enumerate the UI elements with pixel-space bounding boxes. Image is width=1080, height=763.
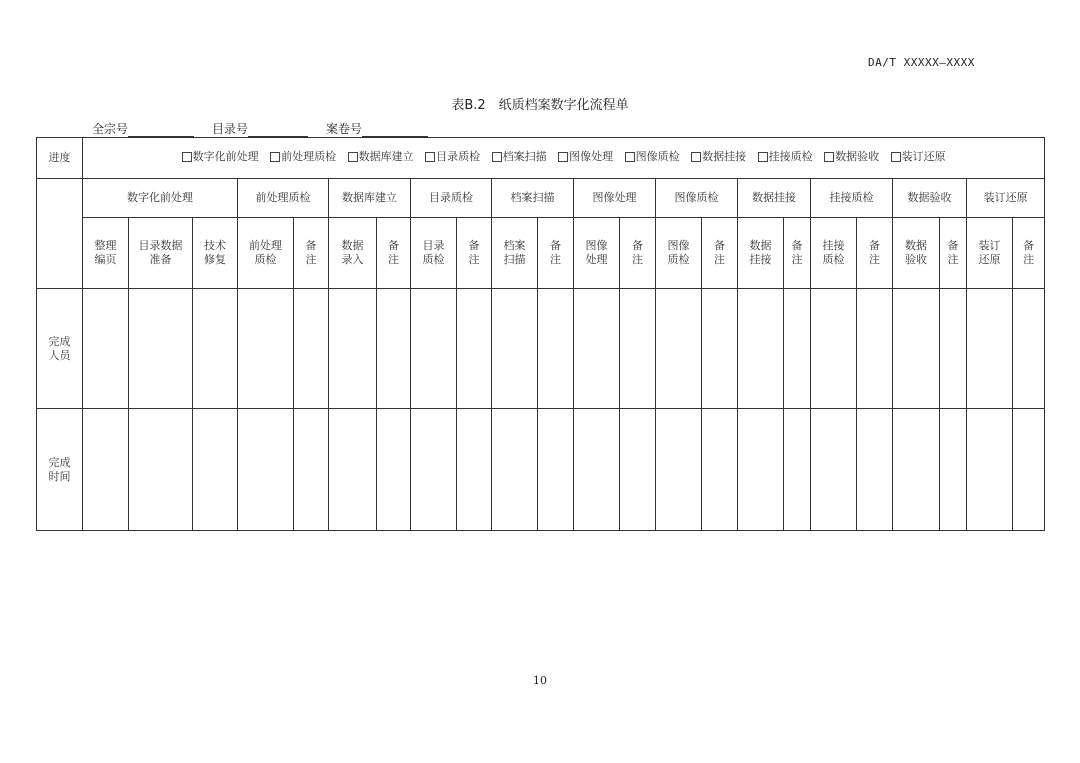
entry-cell[interactable] <box>83 289 129 409</box>
sub-column-header: 图像质检 <box>656 218 702 289</box>
sub-column-header: 图像处理 <box>574 218 620 289</box>
sub-column-header: 备注 <box>294 218 329 289</box>
entry-cell[interactable] <box>857 409 893 531</box>
progress-option[interactable]: 前处理质检 <box>270 150 336 164</box>
entry-cell[interactable] <box>329 289 377 409</box>
sub-column-header: 备注 <box>457 218 492 289</box>
stage-header: 数字化前处理 <box>83 179 238 218</box>
sub-column-header: 数据挂接 <box>738 218 784 289</box>
entry-cell[interactable] <box>893 289 940 409</box>
table-row <box>37 409 1045 531</box>
entry-cell[interactable] <box>967 289 1013 409</box>
entry-cell[interactable] <box>294 289 329 409</box>
entry-cell[interactable] <box>738 409 784 531</box>
sub-column-row <box>37 218 1045 289</box>
fonds-number-field <box>92 120 194 137</box>
entry-cell[interactable] <box>656 409 702 531</box>
catalog-number-blank <box>248 124 308 137</box>
stage-header: 图像处理 <box>574 179 656 218</box>
stage-header: 前处理质检 <box>238 179 329 218</box>
progress-options <box>83 138 1045 179</box>
entry-cell[interactable] <box>129 289 193 409</box>
entry-cell[interactable] <box>457 409 492 531</box>
entry-cell[interactable] <box>538 289 574 409</box>
entry-cell[interactable] <box>811 289 857 409</box>
stage-header: 图像质检 <box>656 179 738 218</box>
entry-cell[interactable] <box>620 289 656 409</box>
entry-cell[interactable] <box>893 409 940 531</box>
entry-cell[interactable] <box>1013 409 1045 531</box>
entry-cell[interactable] <box>492 289 538 409</box>
stage-header: 装订还原 <box>967 179 1045 218</box>
sub-column-header: 整理编页 <box>83 218 129 289</box>
sub-column-header: 装订还原 <box>967 218 1013 289</box>
entry-cell[interactable] <box>940 289 967 409</box>
progress-option[interactable]: 图像处理 <box>558 150 613 164</box>
checkbox-icon <box>558 152 568 162</box>
entry-cell[interactable] <box>811 409 857 531</box>
entry-cell[interactable] <box>574 289 620 409</box>
entry-cell[interactable] <box>294 409 329 531</box>
sub-column-header: 数据验收 <box>893 218 940 289</box>
sub-column-header: 数据录入 <box>329 218 377 289</box>
stage-header: 档案扫描 <box>492 179 574 218</box>
entry-cell[interactable] <box>238 409 294 531</box>
entry-cell[interactable] <box>940 409 967 531</box>
entry-cell[interactable] <box>1013 289 1045 409</box>
progress-option[interactable]: 数据挂接 <box>691 150 746 164</box>
stage-header: 挂接质检 <box>811 179 893 218</box>
checkbox-icon <box>891 152 901 162</box>
stage-header: 目录质检 <box>411 179 492 218</box>
checkbox-icon <box>691 152 701 162</box>
checkbox-icon <box>758 152 768 162</box>
sub-column-header: 备注 <box>702 218 738 289</box>
entry-cell[interactable] <box>656 289 702 409</box>
entry-cell[interactable] <box>538 409 574 531</box>
checkbox-icon <box>625 152 635 162</box>
sub-column-header: 备注 <box>857 218 893 289</box>
blank-corner-cell <box>37 179 83 289</box>
entry-cell[interactable] <box>857 289 893 409</box>
checkbox-icon <box>348 152 358 162</box>
file-number-label: 案卷号 <box>326 122 363 136</box>
checkbox-icon <box>425 152 435 162</box>
checkbox-icon <box>182 152 192 162</box>
page-number: 10 <box>533 674 547 687</box>
checkbox-icon <box>824 152 834 162</box>
sub-column-header: 备注 <box>784 218 811 289</box>
progress-option[interactable]: 挂接质检 <box>758 150 813 164</box>
sub-column-header: 挂接质检 <box>811 218 857 289</box>
stage-header: 数据验收 <box>893 179 967 218</box>
entry-cell[interactable] <box>574 409 620 531</box>
row-label-completed-time: 完成时间 <box>37 409 83 531</box>
entry-cell[interactable] <box>193 289 238 409</box>
sub-column-header: 备注 <box>1013 218 1045 289</box>
entry-cell[interactable] <box>238 289 294 409</box>
entry-cell[interactable] <box>411 409 457 531</box>
progress-option[interactable]: 档案扫描 <box>492 150 547 164</box>
sub-column-header: 目录数据准备 <box>129 218 193 289</box>
sub-column-header: 备注 <box>377 218 411 289</box>
archive-id-fields <box>92 120 446 137</box>
fonds-number-blank <box>128 124 194 137</box>
progress-option[interactable]: 图像质检 <box>625 150 680 164</box>
sub-column-header: 目录质检 <box>411 218 457 289</box>
progress-option[interactable]: 数据库建立 <box>348 150 414 164</box>
catalog-number-field <box>212 120 308 137</box>
checkbox-icon <box>492 152 502 162</box>
sub-column-header: 档案扫描 <box>492 218 538 289</box>
sub-column-header: 备注 <box>620 218 656 289</box>
entry-cell[interactable] <box>620 409 656 531</box>
entry-cell[interactable] <box>83 409 129 531</box>
table-title: 表B.2 纸质档案数字化流程单 <box>451 98 629 113</box>
row-label-completed-by: 完成人员 <box>37 289 83 409</box>
document-id: DA/T XXXXX—XXXX <box>868 56 975 69</box>
sub-column-header: 备注 <box>538 218 574 289</box>
entry-cell[interactable] <box>702 409 738 531</box>
progress-row <box>37 138 1045 179</box>
progress-option[interactable]: 数据验收 <box>824 150 879 164</box>
entry-cell[interactable] <box>492 409 538 531</box>
entry-cell[interactable] <box>738 289 784 409</box>
entry-cell[interactable] <box>784 289 811 409</box>
stage-header: 数据库建立 <box>329 179 411 218</box>
entry-cell[interactable] <box>377 289 411 409</box>
entry-cell[interactable] <box>702 289 738 409</box>
progress-option[interactable]: 装订还原 <box>891 150 946 164</box>
progress-option[interactable]: 数字化前处理 <box>182 150 259 164</box>
stage-header: 数据挂接 <box>738 179 811 218</box>
sub-column-header: 备注 <box>940 218 967 289</box>
progress-option[interactable]: 目录质检 <box>425 150 480 164</box>
sub-column-header: 前处理质检 <box>238 218 294 289</box>
entry-cell[interactable] <box>411 289 457 409</box>
file-number-field <box>326 120 428 137</box>
stage-header-row <box>37 179 1045 218</box>
entry-cell[interactable] <box>193 409 238 531</box>
table-row <box>37 289 1045 409</box>
entry-cell[interactable] <box>784 409 811 531</box>
fonds-number-label: 全宗号 <box>92 122 129 136</box>
entry-cell[interactable] <box>129 409 193 531</box>
entry-cell[interactable] <box>967 409 1013 531</box>
progress-label: 进度 <box>37 138 83 179</box>
checkbox-icon <box>270 152 280 162</box>
catalog-number-label: 目录号 <box>212 122 249 136</box>
entry-cell[interactable] <box>457 289 492 409</box>
entry-cell[interactable] <box>329 409 377 531</box>
entry-cell[interactable] <box>377 409 411 531</box>
sub-column-header: 技术修复 <box>193 218 238 289</box>
file-number-blank <box>362 124 428 137</box>
digitization-flow-table <box>36 137 1045 531</box>
